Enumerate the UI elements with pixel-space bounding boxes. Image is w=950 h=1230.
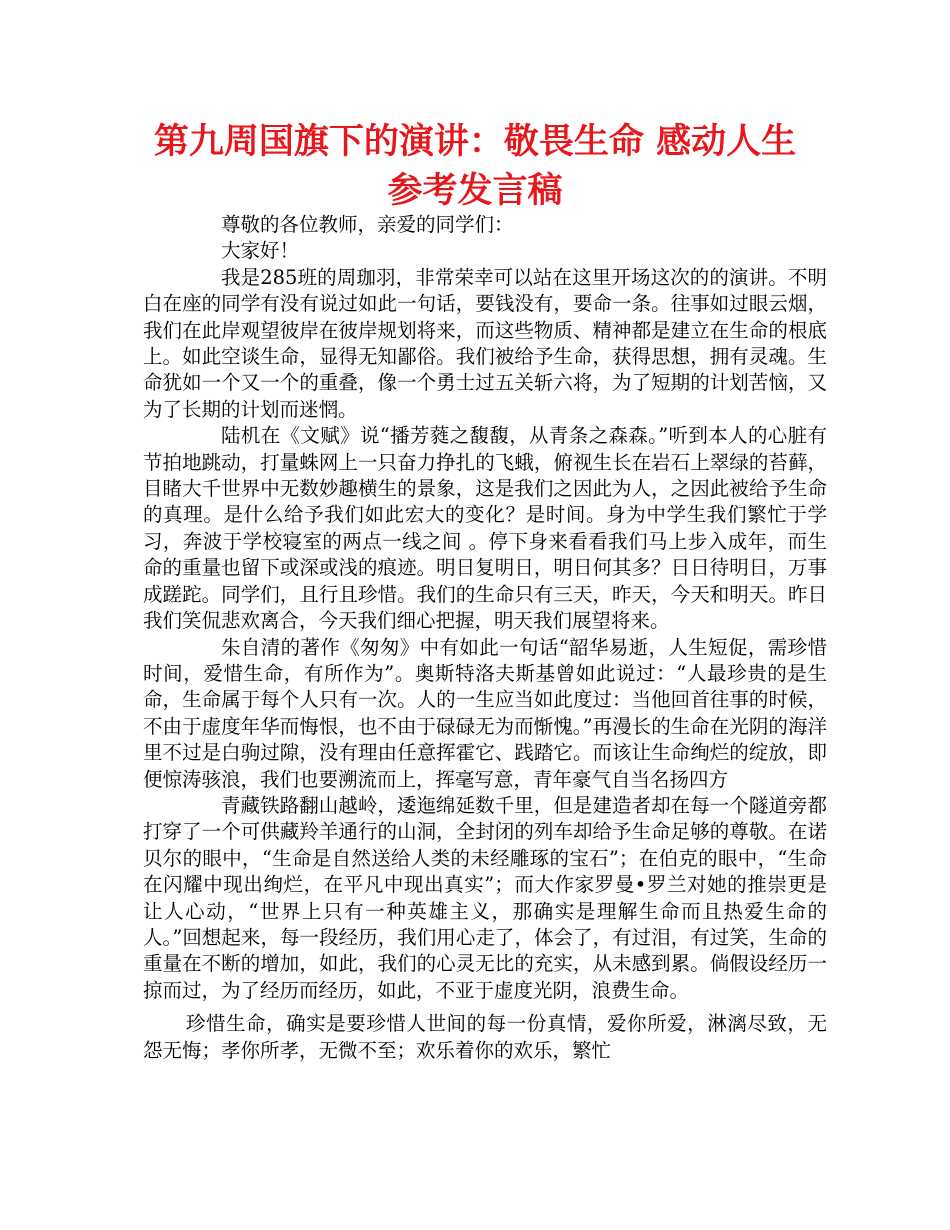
body-paragraph-1: 我是285班的周珈羽，非常荣幸可以站在这里开场这次的的演讲。不明白在座的同学有没有说过如此一句话，要钱没有，要命一条。往事如过眼云烟，我们在此岸观望彼岸在彼岸规划将来，而这些物质、精神都是建立在生命的根底上。如此空谈生命，显得无知鄙俗。我们被给予生命，获得思想，拥有灵魂。生命犹如一个又一个的重叠，像一个勇士过五关斩六将，为了短期的计划苦恼，又为了长期的计划而迷惘。 [143, 265, 827, 421]
greeting-paragraph: 大家好！ [221, 239, 300, 263]
body-paragraph-3: 朱自清的著作《匆匆》中有如此一句话“韶华易逝，人生短促，需珍惜时间，爱惜生命，有所作为”。奥斯特洛夫斯基曾如此说过：“人最珍贵的是生命，生命属于每个人只有一次。人的一生应当如此度过：当他回首往事的时候，不由于虚度年华而悔恨，也不由于碌碌无为而惭愧。”再漫长的生命在光阴的海洋里不过是白驹过隙，没有理由任意挥霍它、践踏它。而该让生命绚烂的绽放，即便惊涛骇浪，我们也要溯流而上，挥毫写意，青年豪气自当名扬四方 [143, 635, 827, 791]
document-body [143, 212, 827, 1064]
salutation-paragraph: 尊敬的各位教师，亲爱的同学们： [221, 213, 514, 236]
body-paragraph-2: 陆机在《文赋》说“播芳蕤之馥馥，从青条之森森。”听到本人的心脏有节拍地跳动，打量蛛网上一只奋力挣扎的飞蛾，俯视生长在岩石上翠绿的苔藓，目睹大千世界中无数妙趣横生的景象，这是我们之因此为人，之因此被给予生命的真理。是什么给予我们如此宏大的变化？是时间。身为中学生我们繁忙于学习，奔波于学校寝室的两点一线之间 。停下身来看看我们马上步入成年，而生命的重量也留下或深或浅的痕迹。明日复明日，明日何其多？日日待明日，万事成蹉跎。同学们，且行且珍惜。我们的生命只有三天，昨天，今天和明天。昨日我们笑侃悲欢离合，今天我们细心把握，明天我们展望将来。 [143, 424, 827, 633]
body-paragraph-5: 珍惜生命，确实是要珍惜人世间的每一份真情，爱你所爱，淋漓尽致，无怨无悔；孝你所孝，无微不至；欢乐着你的欢乐，繁忙 [143, 1012, 827, 1062]
body-paragraph-4: 青藏铁路翻山越岭，逶迤绵延数千里，但是建造者却在每一个隧道旁都打穿了一个可供藏羚羊通行的山洞，全封闭的列车却给予生命足够的尊敬。在诺贝尔的眼中，“生命是自然送给人类的未经雕琢的宝石”；在伯克的眼中，“生命在闪耀中现出绚烂，在平凡中现出真实”；而大作家罗曼•罗兰对她的推崇更是让人心动，“世界上只有一种英雄主义，那确实是理解生命而且热爱生命的人。”回想起来，每一段经历，我们用心走了，体会了，有过泪，有过笑，生命的重量在不断的增加，如此，我们的心灵无比的充实，从未感到累。倘假设经历一掠而过，为了经历而经历，如此，不亚于虚度光阴，浪费生命。 [143, 793, 827, 1002]
document-title: 第九周国旗下的演讲：敬畏生命 感动人生参考发言稿 [153, 122, 797, 211]
